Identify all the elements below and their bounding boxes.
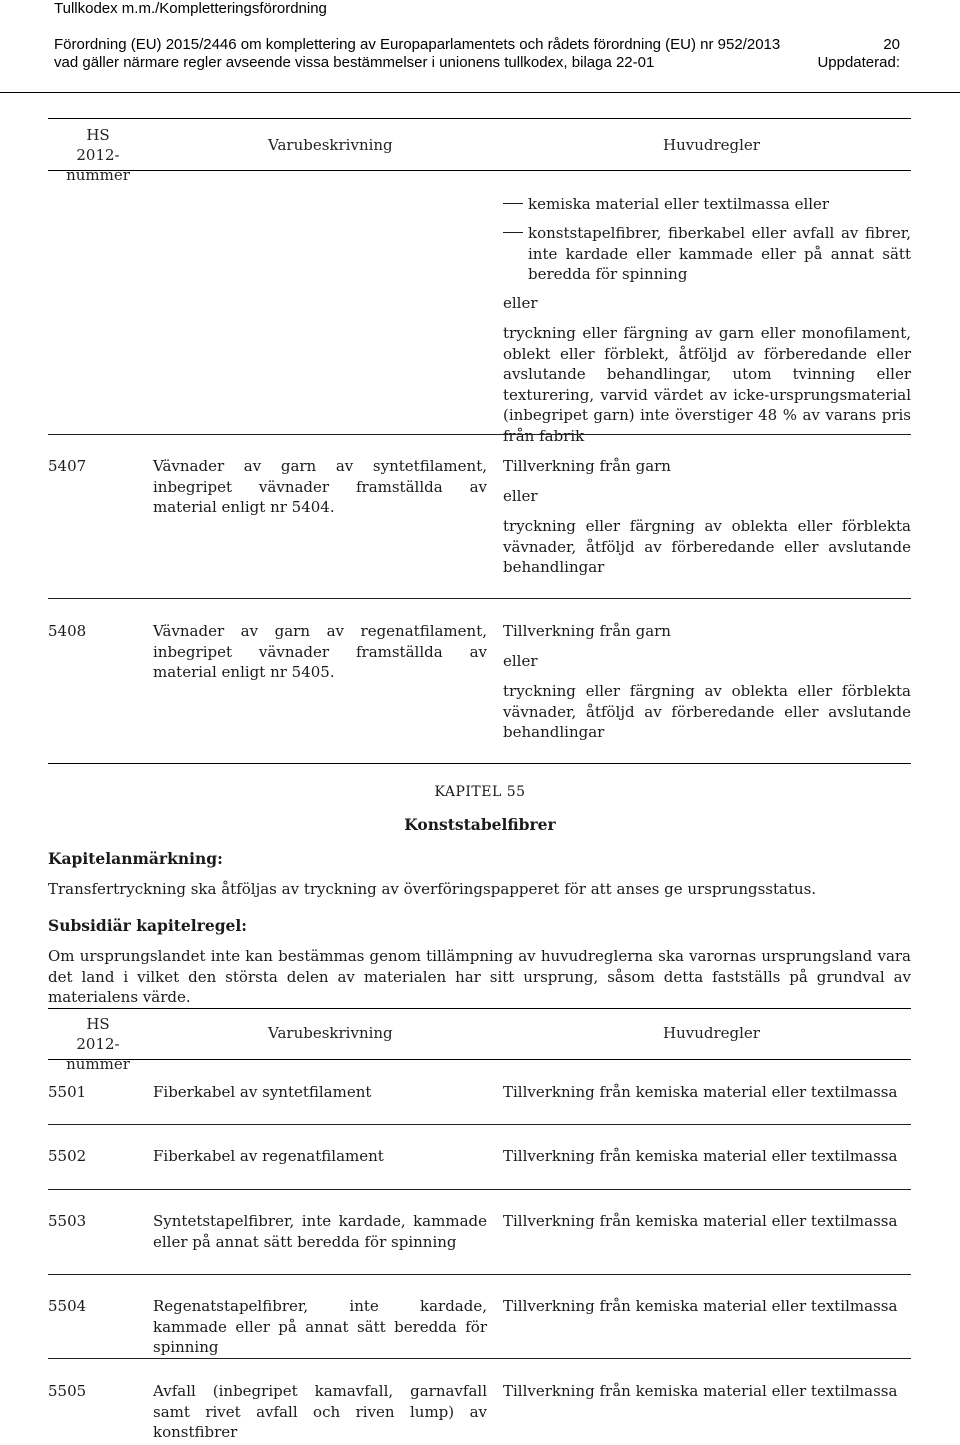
- row-divider: [48, 1124, 911, 1125]
- rule-first: Tillverkning från garn: [503, 622, 671, 640]
- hs-header-line2: nummer: [66, 166, 130, 184]
- chapter-note-text: Transfertryckning ska åtföljas av tryckning av överföringspapperet för att anses ge ursprungsstatus.: [48, 880, 817, 898]
- column-header-hs: [66, 125, 130, 185]
- rule-or-label: eller: [503, 487, 538, 505]
- row-divider: [48, 434, 911, 435]
- page-number: 20: [883, 36, 900, 53]
- dash-item-text: konststapelfibrer, fiberkabel eller avfall av fibrer, inte kardade eller kammade eller på annat sätt beredda för spinning: [528, 224, 911, 283]
- goods-description: Regenatstapelfibrer, inte kardade, kammade eller på annat sätt beredda för spinning: [153, 1297, 487, 1356]
- row-divider: [48, 1189, 911, 1190]
- goods-description: Vävnader av garn av regenatfilament, inbegripet vävnader framställda av material enligt nr 5405.: [153, 622, 487, 681]
- row-divider: [48, 1274, 911, 1275]
- hs-code: 5503: [48, 1212, 87, 1230]
- hs-header-line1: HS 2012-: [76, 126, 120, 164]
- regulation-title-line1: Förordning (EU) 2015/2446 om komplettering av Europaparlamentets och rådets förordning (EU) nr 952/2013: [54, 36, 781, 53]
- goods-description: Syntetstapelfibrer, inte kardade, kammade eller på annat sätt beredda för spinning: [153, 1212, 487, 1251]
- column-header-rules: Huvudregler: [663, 1024, 760, 1042]
- updated-label: Uppdaterad:: [817, 54, 900, 71]
- chapter-label: KAPITEL 55: [434, 784, 526, 800]
- table-header-rule: [48, 170, 911, 171]
- row-divider: [48, 598, 911, 599]
- rule-dash-item: [503, 223, 911, 285]
- rule-text: Tillverkning från kemiska material eller textilmassa: [503, 1382, 898, 1400]
- rule-or-label: eller: [503, 294, 538, 312]
- table-top-rule: [48, 1008, 911, 1009]
- rule-first: Tillverkning från garn: [503, 457, 671, 475]
- rule-dash-item: [503, 194, 911, 215]
- rule-text: Tillverkning från kemiska material eller textilmassa: [503, 1297, 898, 1315]
- subsidiary-rule-text: Om ursprungslandet inte kan bestämmas genom tillämpning av huvudreglerna ska varornas ursprungsland vara det land i vilket den största delen av materialen har sitt ursprung, såsom detta fastställs på grundval av materialens värde.: [48, 947, 911, 1006]
- dash-mark: [503, 203, 523, 204]
- hs-header-line2: nummer: [66, 1055, 130, 1073]
- goods-description: Avfall (inbegripet kamavfall, garnavfall samt rivet avfall och riven lump) av konstfibrer: [153, 1382, 487, 1441]
- column-header-rules: Huvudregler: [663, 136, 760, 154]
- hs-code: 5408: [48, 622, 87, 640]
- row-divider: [48, 1358, 911, 1359]
- doc-reference: Tullkodex m.m./Kompletteringsförordning: [54, 0, 327, 17]
- goods-description: Fiberkabel av syntetfilament: [153, 1083, 372, 1101]
- subsidiary-rule-heading: Subsidiär kapitelregel:: [48, 916, 248, 935]
- header-divider: [0, 92, 960, 93]
- column-header-description: Varubeskrivning: [268, 1024, 393, 1042]
- table-top-rule: [48, 118, 911, 119]
- regulation-title-line2: vad gäller närmare regler avseende vissa bestämmelser i unionens tullkodex, bilaga 22-01: [54, 54, 655, 71]
- rule-second: tryckning eller färgning av oblekta eller förblekta vävnader, åtföljd av förberedande eller avslutande behandlingar: [503, 517, 911, 576]
- goods-description: Vävnader av garn av syntetfilament, inbegripet vävnader framställda av material enligt nr 5404.: [153, 457, 487, 516]
- rule-text: Tillverkning från kemiska material eller textilmassa: [503, 1212, 898, 1230]
- rule-printing-text: tryckning eller färgning av garn eller monofilament, oblekt eller förblekt, åtföljd av förberedande eller avslutande behandlingar, utom tvinning eller texturering, varvid värdet av icke-ursprungsmaterial (inbegripet garn) inte överstiger 48 % av varans pris från fabrik: [503, 324, 911, 445]
- rule-or-label: eller: [503, 652, 538, 670]
- chapter-note-heading: Kapitelanmärkning:: [48, 849, 223, 868]
- table-bottom-rule: [48, 763, 911, 764]
- hs-header-line1: HS 2012-: [76, 1015, 120, 1053]
- rule-second: tryckning eller färgning av oblekta eller förblekta vävnader, åtföljd av förberedande eller avslutande behandlingar: [503, 682, 911, 741]
- hs-code: 5501: [48, 1083, 87, 1101]
- dash-mark: [503, 232, 523, 233]
- hs-code: 5504: [48, 1297, 87, 1315]
- dash-item-text: kemiska material eller textilmassa eller: [528, 195, 830, 213]
- chapter-title: Konststabelfibrer: [404, 815, 556, 834]
- column-header-hs: [66, 1014, 130, 1074]
- goods-description: Fiberkabel av regenatfilament: [153, 1147, 384, 1165]
- rule-text: Tillverkning från kemiska material eller textilmassa: [503, 1147, 898, 1165]
- rule-text: Tillverkning från kemiska material eller textilmassa: [503, 1083, 898, 1101]
- hs-code: 5505: [48, 1382, 87, 1400]
- table-header-rule: [48, 1059, 911, 1060]
- hs-code: 5502: [48, 1147, 87, 1165]
- column-header-description: Varubeskrivning: [268, 136, 393, 154]
- hs-code: 5407: [48, 457, 87, 475]
